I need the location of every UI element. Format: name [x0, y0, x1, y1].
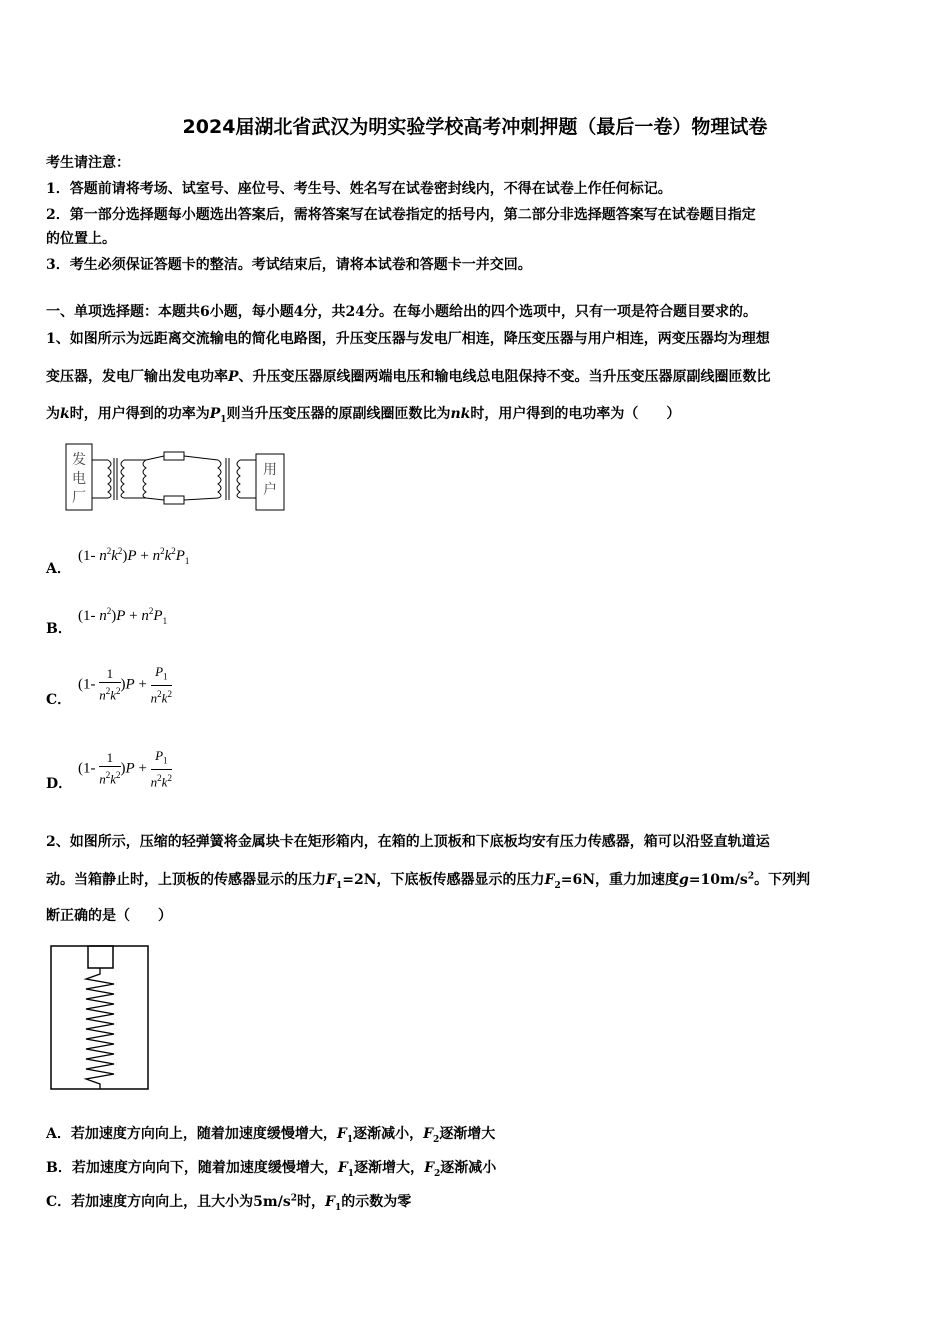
user-label-1: 用: [263, 462, 277, 478]
q2-option-c: C．若加速度方向向上，且大小为$5m/s^2$时，$F_1$的示数为零: [46, 1193, 412, 1213]
page-title: 2024届湖北省武汉为明实验学校高考冲刺押题（最后一卷）物理试卷: [182, 116, 768, 138]
power-plant-label-2: 电: [72, 471, 86, 487]
option-label: B．: [46, 621, 72, 637]
step-down-secondary-coil: [237, 460, 240, 498]
q2-stem-line: 动。当箱静止时，上顶板的传感器显示的压力$F_1=2N$，下底板传感器显示的压力$F_2=6N$，重力加速度$g=10m/s^2$。下列判: [46, 871, 811, 891]
q1-option-c-formula: (1- $\frac{1}{n^2k^2}$ )P + $\frac{P_1}{n^2k^2}$: [78, 664, 172, 705]
notice-item: 的位置上。: [46, 231, 116, 247]
step-up-secondary-coil: [121, 460, 124, 498]
q1-stem-line: 为k时，用户得到的功率为$P_1$则当升压变压器的原副线圈匝数比为nk时，用户得到的电功率为（ ）: [46, 406, 681, 425]
step-up-primary-coil: [108, 460, 111, 498]
option-label: A．: [46, 561, 71, 577]
notice-heading: 考生请注意：: [46, 155, 130, 171]
notice-item: 3．考生必须保证答题卡的整洁。考试结束后，请将本试卷和答题卡一并交回。: [46, 257, 532, 273]
option-label: D．: [46, 776, 73, 792]
q1-stem-line: 1、如图所示为远距离交流输电的简化电路图，升压变压器与发电厂相连，降压变压器与用户相连，两变压器均为理想: [46, 331, 770, 347]
user-label-2: 户: [263, 482, 277, 498]
q2-option-a: A．若加速度方向向上，随着加速度缓慢增大，$F_1$逐渐减小，$F_2$逐渐增大: [46, 1126, 496, 1145]
line-resistor-top: [164, 452, 184, 460]
step-down-primary-coil: [218, 460, 221, 498]
q1-option-d-formula: (1- $\frac{1}{n^2k^2}$ )P + $\frac{P_1}{n^2k^2}$: [78, 748, 172, 789]
q2-stem-line: 2、如图所示，压缩的轻弹簧将金属块卡在矩形箱内，在箱的上顶板和下底板均安有压力传感器，箱可以沿竖直轨道运: [46, 834, 770, 850]
compressed-spring: [86, 968, 114, 1089]
q1-stem-line: 变压器，发电厂输出发电功率P、升压变压器原线圈两端电压和输电线总电阻保持不变。当升压变压器原副线圈匝数比: [46, 369, 771, 385]
q1-option-a-formula: (1- $n^2k^2)P + n^2k^2P_1$: [78, 546, 190, 566]
line-resistor-bottom: [164, 496, 184, 504]
section-header: 一、单项选择题：本题共6小题，每小题4分，共24分。在每小题给出的四个选项中，只有一项是符合题目要求的。: [46, 304, 757, 320]
option-label: C．: [46, 692, 72, 708]
q2-stem-line: 断正确的是（ ）: [46, 908, 172, 924]
spring-box-diagram: [48, 944, 152, 1092]
notice-item: 2．第一部分选择题每小题选出答案后，需将答案写在试卷指定的括号内，第二部分非选择题答案写在试卷题目指定: [46, 207, 756, 223]
power-plant-label-3: 厂: [72, 490, 86, 506]
q2-option-b: B．若加速度方向向下，随着加速度缓慢增大，$F_1$逐渐增大，$F_2$逐渐减小: [46, 1160, 497, 1179]
power-plant-label-1: 发: [72, 452, 86, 468]
transmission-circuit-diagram: [60, 440, 300, 516]
q1-option-b-formula: (1- $n^2)P + n^2P_1$: [78, 606, 168, 626]
notice-item: 1．答题前请将考场、试室号、座位号、考生号、姓名写在试卷密封线内，不得在试卷上作任何标记。: [46, 181, 672, 197]
metal-block: [88, 946, 113, 968]
